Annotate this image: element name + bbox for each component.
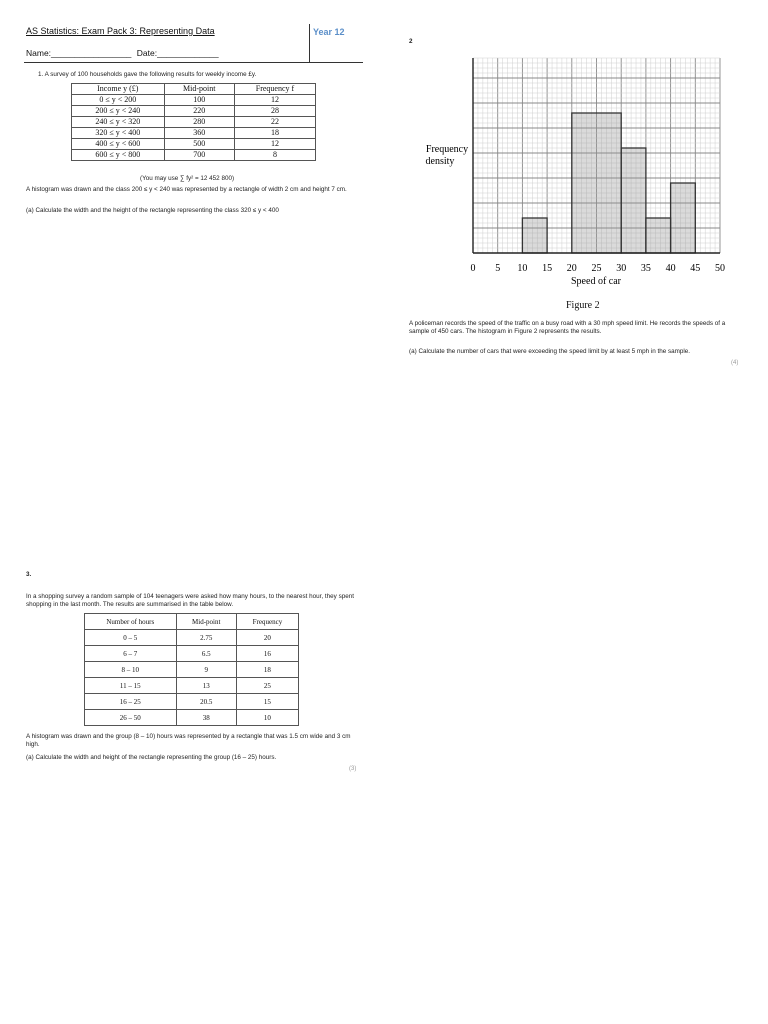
table-cell: 200 ≤ y < 240	[72, 106, 165, 117]
table-header-cell: Frequency	[236, 614, 298, 630]
x-tick-label: 5	[495, 263, 501, 274]
table-cell: 8	[234, 150, 315, 161]
figure-caption: Figure 2	[566, 300, 600, 311]
table-row	[72, 117, 316, 128]
date-field-label: Date:_____________	[136, 48, 219, 58]
histogram-bar	[621, 148, 646, 253]
histogram-bar	[522, 218, 547, 253]
table-row	[85, 646, 299, 662]
table-cell: 28	[234, 106, 315, 117]
x-tick-label: 45	[690, 263, 701, 274]
x-axis-label: Speed of car	[571, 276, 621, 287]
name-date-line	[26, 48, 219, 58]
table-header-cell: Mid-point	[164, 84, 234, 95]
table-cell: 18	[236, 662, 298, 678]
table-header-cell: Frequency f	[234, 84, 315, 95]
table-header-cell: Mid-point	[176, 614, 236, 630]
table-row	[72, 150, 316, 161]
table-cell: 0 ≤ y < 200	[72, 95, 165, 106]
table-row	[72, 95, 316, 106]
table-cell: 320 ≤ y < 400	[72, 128, 165, 139]
table-cell: 220	[164, 106, 234, 117]
table-cell: 16	[236, 646, 298, 662]
table-cell: 10	[236, 710, 298, 726]
histogram-bar	[572, 113, 621, 253]
table-cell: 20	[236, 630, 298, 646]
q1-prompt: 1. A survey of 100 households gave the following results for weekly income £y.	[38, 71, 257, 78]
table-header-cell: Income y (£)	[72, 84, 165, 95]
table-cell: 100	[164, 95, 234, 106]
table-cell: 280	[164, 117, 234, 128]
y-axis-label-line1: Frequency	[425, 144, 469, 155]
table-cell: 2.75	[176, 630, 236, 646]
speed-histogram	[410, 50, 740, 295]
x-tick-label: 25	[591, 263, 602, 274]
table-cell: 0 – 5	[85, 630, 177, 646]
header-divider	[24, 62, 363, 63]
q1-info: A histogram was drawn and the class 200 ≤ y < 240 was represented by a rectangle of width 2 cm and height 7 cm.	[26, 186, 347, 193]
table-cell: 15	[236, 694, 298, 710]
table-header-row	[85, 614, 299, 630]
table-cell: 22	[234, 117, 315, 128]
header-vertical-divider	[309, 24, 310, 62]
table-cell: 25	[236, 678, 298, 694]
table-cell: 12	[234, 95, 315, 106]
table-header-row	[72, 84, 316, 95]
x-tick-label: 50	[715, 263, 725, 274]
q2-text: A policeman records the speed of the traffic on a busy road with a 30 mph speed limit. He records the speeds of a sample of 450 cars. The histogram in Figure 2 represents the results.	[409, 320, 726, 335]
x-tick-label: 0	[470, 263, 476, 274]
table-cell: 12	[234, 139, 315, 150]
table-cell: 240 ≤ y < 320	[72, 117, 165, 128]
worksheet-title: AS Statistics: Exam Pack 3: Representing Data	[26, 26, 215, 36]
table-row	[72, 128, 316, 139]
table-cell: 700	[164, 150, 234, 161]
x-tick-label: 10	[517, 263, 528, 274]
table-cell: 9	[176, 662, 236, 678]
table-cell: 600 ≤ y < 800	[72, 150, 165, 161]
q1-income-table	[71, 83, 316, 161]
table-header-cell: Number of hours	[85, 614, 177, 630]
x-tick-label: 20	[566, 263, 577, 274]
table-row	[85, 710, 299, 726]
q3-part-a: (a) Calculate the width and height of the rectangle representing the group (16 – 25) hours.	[26, 754, 277, 761]
table-cell: 20.5	[176, 694, 236, 710]
table-cell: 400 ≤ y < 600	[72, 139, 165, 150]
table-cell: 500	[164, 139, 234, 150]
table-cell: 11 – 15	[85, 678, 177, 694]
q1-hint: (You may use ∑ fy² = 12 452 800)	[140, 175, 235, 182]
table-row	[85, 694, 299, 710]
q3-info: A histogram was drawn and the group (8 – 10) hours was represented by a rectangle that was 1.5 cm wide and 3 cm high.	[26, 733, 351, 748]
table-row	[85, 630, 299, 646]
histogram-bar	[646, 218, 671, 253]
name-field-label: Name:_________________	[26, 48, 132, 58]
table-cell: 38	[176, 710, 236, 726]
q2-part-a: (a) Calculate the number of cars that were exceeding the speed limit by at least 5 mph in the sample.	[409, 348, 691, 355]
table-row	[85, 678, 299, 694]
x-tick-label: 40	[665, 263, 676, 274]
histogram-x-tick-labels	[471, 263, 726, 274]
q3-marks: (3)	[349, 766, 357, 772]
x-tick-label: 15	[542, 263, 553, 274]
table-row	[85, 662, 299, 678]
table-cell: 360	[164, 128, 234, 139]
x-tick-label: 35	[640, 263, 651, 274]
q2-marks: (4)	[731, 360, 739, 366]
q1-part-a: (a) Calculate the width and the height of the rectangle representing the class 320 ≤ y < 400	[26, 207, 279, 214]
table-cell: 18	[234, 128, 315, 139]
table-row	[72, 139, 316, 150]
x-tick-label: 30	[616, 263, 627, 274]
q3-hours-table	[84, 613, 299, 726]
table-cell: 6 – 7	[85, 646, 177, 662]
table-cell: 13	[176, 678, 236, 694]
table-cell: 16 – 25	[85, 694, 177, 710]
table-cell: 6.5	[176, 646, 236, 662]
y-axis-label-line2: density	[425, 156, 455, 167]
q2-number: 2	[409, 38, 413, 45]
table-cell: 8 – 10	[85, 662, 177, 678]
q3-number: 3.	[26, 571, 32, 578]
table-cell: 26 – 50	[85, 710, 177, 726]
histogram-bar	[671, 183, 696, 253]
year-label: Year 12	[313, 27, 345, 37]
q3-text: In a shopping survey a random sample of 104 teenagers were asked how many hours, to the nearest hour, they spent shopping in the last month. The results are summarised in the table below.	[26, 593, 354, 608]
table-row	[72, 106, 316, 117]
